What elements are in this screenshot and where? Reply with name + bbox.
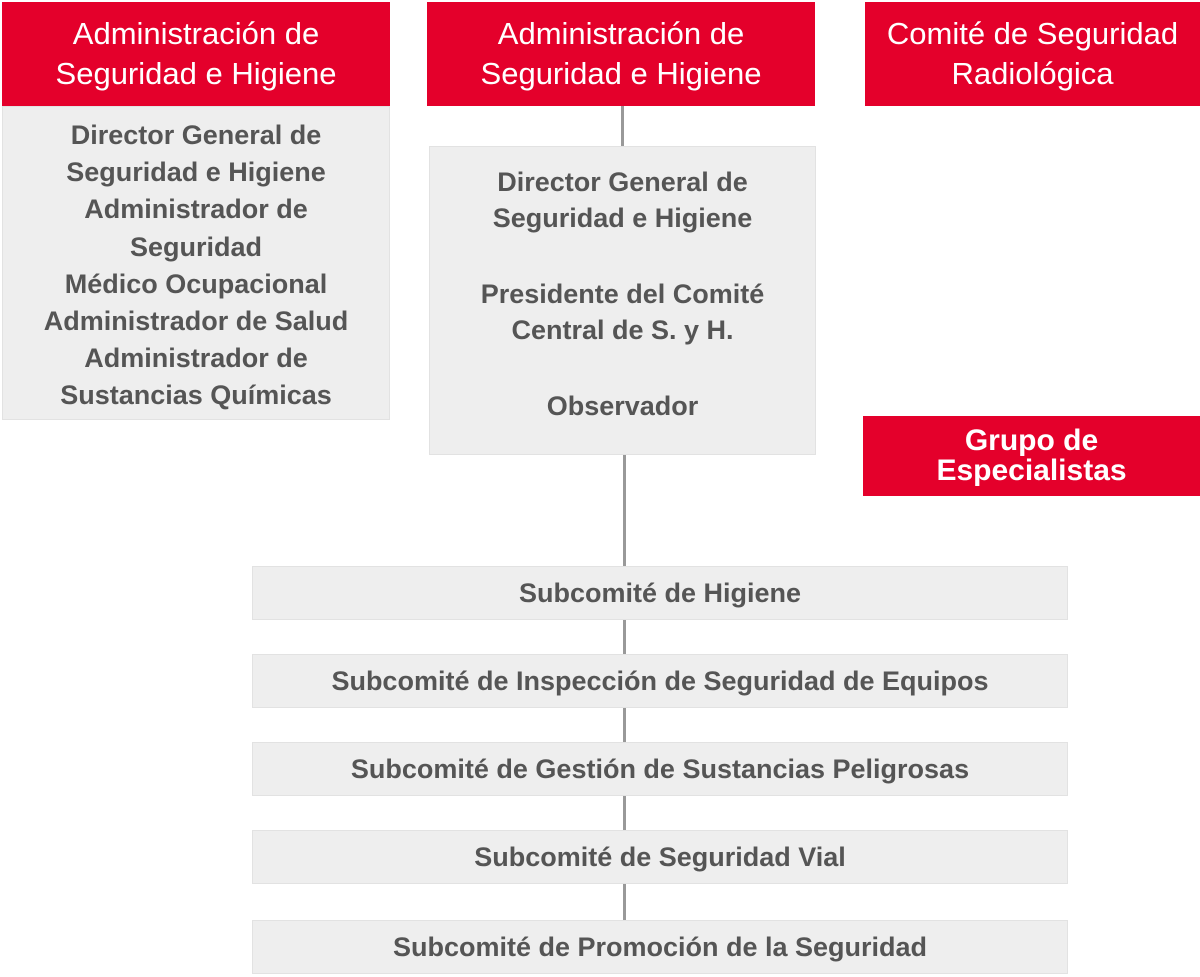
header-line: Radiológica bbox=[951, 56, 1114, 91]
subcommittee-box: Subcomité de Higiene bbox=[252, 566, 1068, 620]
member-line: Administrador de bbox=[84, 194, 308, 225]
header-admin-left bbox=[2, 2, 390, 106]
header-line: Seguridad e Higiene bbox=[480, 56, 762, 91]
header-line: Grupo de bbox=[964, 424, 1099, 457]
president-line: Central de S. y H. bbox=[511, 315, 734, 345]
president-line: Presidente del Comité bbox=[480, 279, 765, 309]
subcommittee-box: Subcomité de Promoción de la Seguridad bbox=[252, 920, 1068, 974]
member-line: Administrador de Salud bbox=[43, 306, 349, 337]
header-specialists-group bbox=[863, 416, 1200, 496]
connector-line bbox=[623, 708, 626, 742]
header-line: Comité de Seguridad bbox=[886, 16, 1179, 51]
observer-line: Observador bbox=[546, 391, 699, 421]
header-admin-center bbox=[427, 2, 815, 106]
connector-line bbox=[623, 455, 626, 566]
header-line: Seguridad e Higiene bbox=[55, 56, 337, 91]
subcommittee-box: Subcomité de Gestión de Sustancias Peligrosas bbox=[252, 742, 1068, 796]
header-radiological-committee bbox=[865, 2, 1200, 106]
director-line: Seguridad e Higiene bbox=[492, 203, 753, 233]
connector-line bbox=[623, 884, 626, 920]
members-panel-left bbox=[2, 106, 390, 420]
connector-line bbox=[623, 796, 626, 830]
header-line: Administración de bbox=[72, 16, 320, 51]
member-line: Seguridad e Higiene bbox=[66, 157, 326, 188]
connector-line bbox=[623, 620, 626, 654]
subcommittee-box: Subcomité de Seguridad Vial bbox=[252, 830, 1068, 884]
member-line: Médico Ocupacional bbox=[64, 268, 328, 299]
director-line: Director General de bbox=[497, 167, 748, 197]
subcommittee-box: Subcomité de Inspección de Seguridad de Equipos bbox=[252, 654, 1068, 708]
member-line: Seguridad bbox=[129, 231, 263, 262]
member-line: Director General de bbox=[70, 120, 322, 150]
connector-line bbox=[621, 106, 624, 146]
member-line: Administrador de bbox=[84, 343, 308, 374]
header-line: Especialistas bbox=[936, 454, 1127, 487]
header-line: Administración de bbox=[497, 16, 745, 51]
member-line: Sustancias Químicas bbox=[60, 380, 332, 411]
members-panel-center bbox=[429, 146, 816, 455]
